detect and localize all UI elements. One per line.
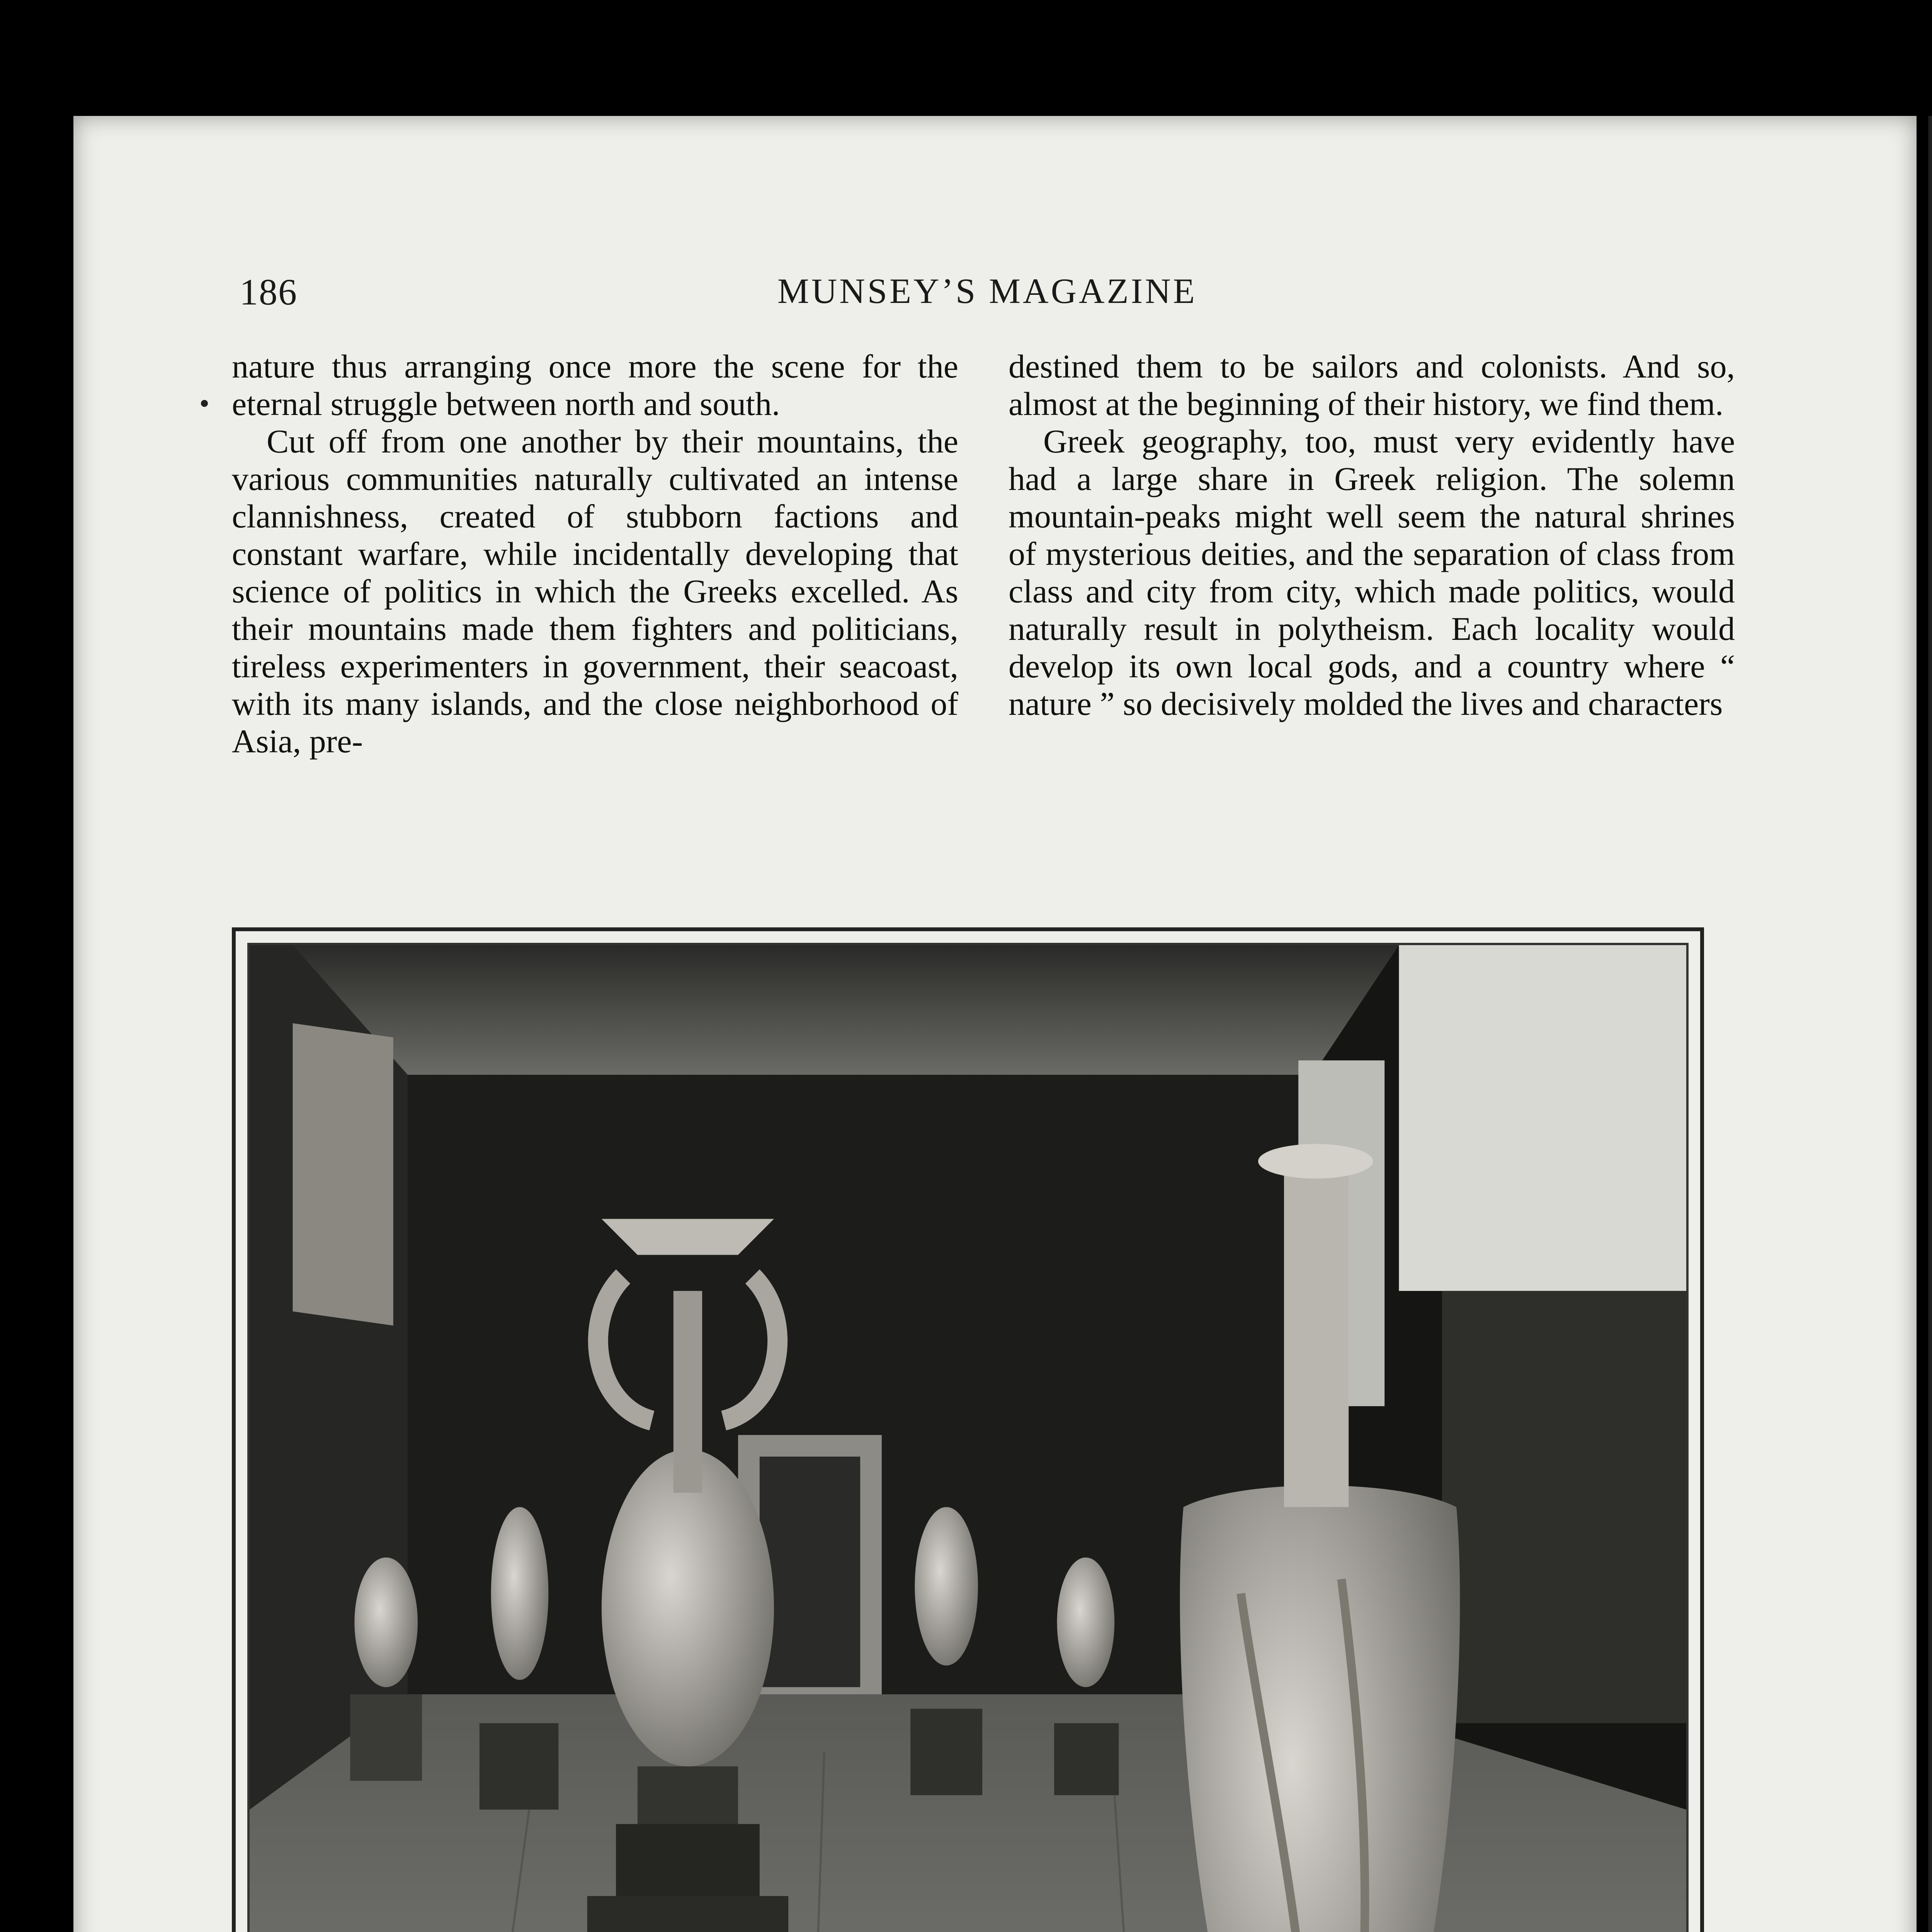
page-gutter-edge: [1928, 116, 1932, 1932]
left-paragraph-1: nature thus arranging once more the scene for the eternal struggle between north and south.: [232, 348, 958, 422]
right-paragraph-1: destined them to be sailors and colonists. And so, almost at the beginning of their history, we find them.: [1009, 348, 1735, 422]
photo-frame: [232, 927, 1704, 1932]
right-column: [1009, 348, 1735, 723]
museum-hall-illustration: [250, 945, 1686, 1932]
page-number: 186: [240, 271, 298, 313]
body-text: [232, 348, 1739, 896]
page-header: [240, 270, 1735, 325]
running-head: MUNSEY’S MAGAZINE: [777, 271, 1197, 311]
museum-photograph: [247, 943, 1689, 1932]
stray-ink-dot: [201, 400, 208, 407]
left-paragraph-2: Cut off from one another by their mountains, the various communities naturally cultivated an intense clannishness, created of stubborn factions and constant warfare, while incidentally developing that science of politics in which the Greeks excelled. As their mountains made them fighters and politicians, tireless experimenters in government, their seacoast, with its many islands, and the close neighborhood of Asia, pre-: [232, 423, 958, 760]
right-paragraph-2: Greek geography, too, must very evidently have had a large share in Greek religion. The solemn mountain-peaks might well seem the natural shrines of mysterious deities, and the separation of class from class and city from city, which made politics, would naturally result in polytheism. Each locality would develop its own local gods, and a country where “ nature ” so decisively molded the lives and characters: [1009, 423, 1735, 722]
left-column: [232, 348, 958, 760]
